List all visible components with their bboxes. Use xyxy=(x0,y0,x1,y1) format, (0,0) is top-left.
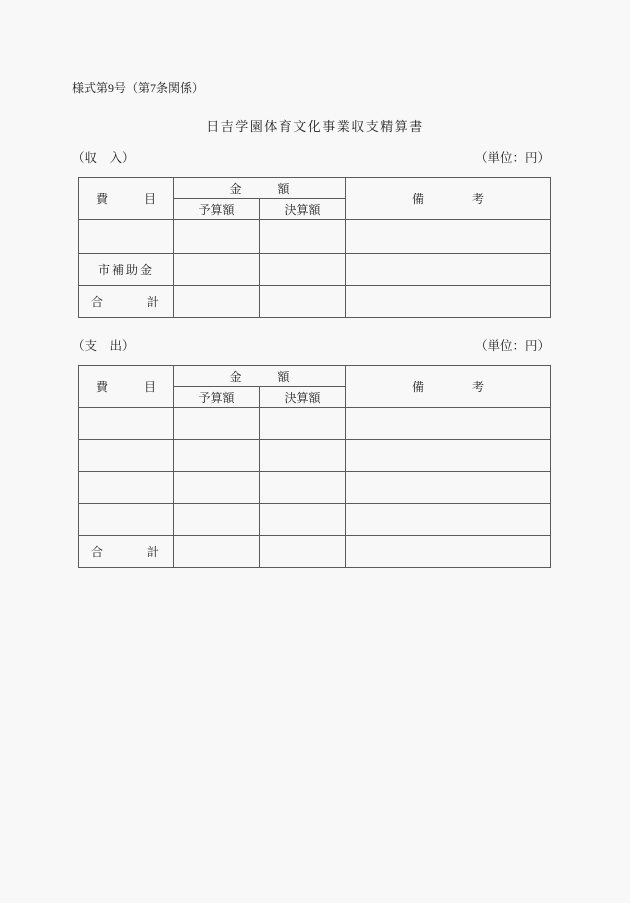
income-budget-cell xyxy=(174,286,260,318)
income-remarks-cell xyxy=(346,220,551,254)
expenditure-budget-cell xyxy=(174,440,260,472)
income-table-row xyxy=(79,254,551,286)
income-table-row xyxy=(79,220,551,254)
expenditure-remarks-cell xyxy=(346,408,551,440)
expenditure-settlement-cell xyxy=(260,440,346,472)
expenditure-item-cell xyxy=(79,440,174,472)
expenditure-remarks-cell xyxy=(346,504,551,536)
income-header-remarks: 備 考 xyxy=(346,178,551,220)
expenditure-table-row xyxy=(79,408,551,440)
expenditure-header-remarks: 備 考 xyxy=(346,366,551,408)
expenditure-settlement-cell xyxy=(260,504,346,536)
income-remarks-cell xyxy=(346,286,551,318)
expenditure-settlement-cell xyxy=(260,536,346,568)
expenditure-header-item: 費 目 xyxy=(79,366,174,408)
income-budget-cell xyxy=(174,254,260,286)
income-header-amount: 金 額 xyxy=(174,178,346,199)
income-settlement-cell xyxy=(260,286,346,318)
income-settlement-cell xyxy=(260,220,346,254)
expenditure-remarks-cell xyxy=(346,472,551,504)
expenditure-item-cell xyxy=(79,408,174,440)
income-item-cell: 合 計 xyxy=(79,286,174,318)
expenditure-section-head xyxy=(72,339,550,354)
expenditure-header-amount: 金 額 xyxy=(174,366,346,387)
expenditure-header-budget: 予算額 xyxy=(174,387,260,408)
income-header-settlement: 決算額 xyxy=(260,199,346,220)
income-item-cell: 市補助金 xyxy=(79,254,174,286)
expenditure-budget-cell xyxy=(174,536,260,568)
income-section-label: （収 入） xyxy=(72,151,135,165)
expenditure-table xyxy=(78,365,551,568)
income-section-head xyxy=(72,151,550,166)
expenditure-table-row xyxy=(79,536,551,568)
expenditure-table-row xyxy=(79,440,551,472)
expenditure-section-label: （支 出） xyxy=(72,339,135,353)
expenditure-settlement-cell xyxy=(260,472,346,504)
expenditure-item-cell xyxy=(79,472,174,504)
expenditure-header-settlement: 決算額 xyxy=(260,387,346,408)
income-unit-label: （単位：円） xyxy=(474,151,550,165)
expenditure-remarks-cell xyxy=(346,536,551,568)
expenditure-budget-cell xyxy=(174,472,260,504)
income-settlement-cell xyxy=(260,254,346,286)
expenditure-unit-label: （単位：円） xyxy=(474,339,550,353)
expenditure-settlement-cell xyxy=(260,408,346,440)
expenditure-budget-cell xyxy=(174,408,260,440)
income-header-item: 費 目 xyxy=(79,178,174,220)
expenditure-header-row-1 xyxy=(79,366,551,387)
income-remarks-cell xyxy=(346,254,551,286)
income-item-cell xyxy=(79,220,174,254)
expenditure-table-row xyxy=(79,472,551,504)
form-number: 様式第9号（第7条関係） xyxy=(72,81,205,95)
income-budget-cell xyxy=(174,220,260,254)
document-title: 日吉学園体育文化事業収支精算書 xyxy=(206,119,424,134)
expenditure-table-row xyxy=(79,504,551,536)
income-table-row xyxy=(79,286,551,318)
expenditure-remarks-cell xyxy=(346,440,551,472)
income-table xyxy=(78,177,551,318)
expenditure-budget-cell xyxy=(174,504,260,536)
income-header-row-1 xyxy=(79,178,551,199)
income-header-budget: 予算額 xyxy=(174,199,260,220)
expenditure-item-cell: 合 計 xyxy=(79,536,174,568)
expenditure-item-cell xyxy=(79,504,174,536)
